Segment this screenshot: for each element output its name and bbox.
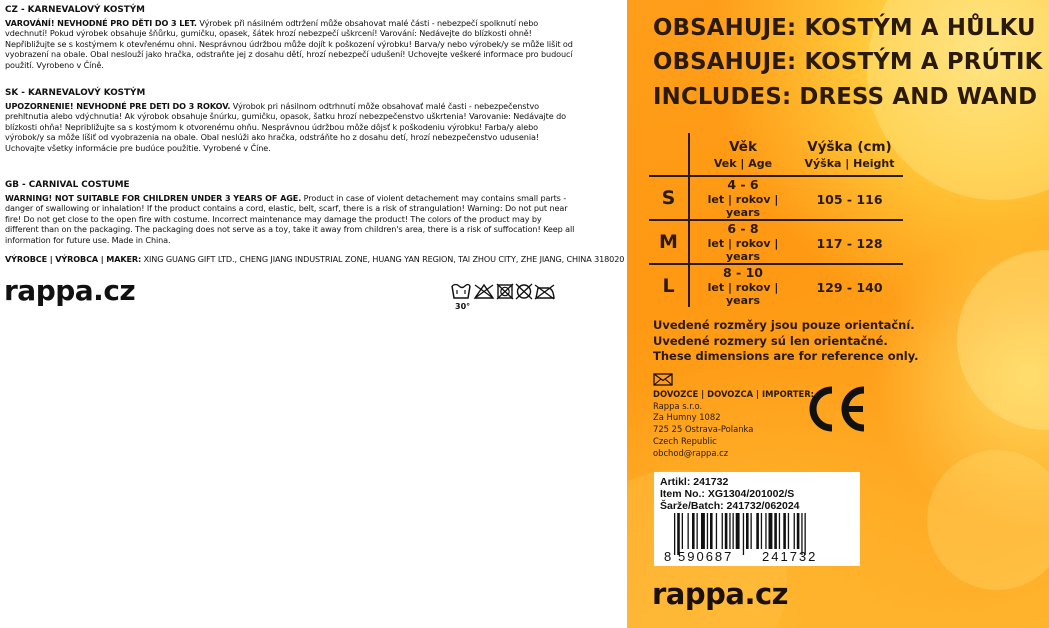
- age-subheader: Vek | Age: [713, 156, 773, 170]
- barcode-bar: [765, 513, 766, 549]
- barcode-bar: [788, 513, 789, 549]
- barcode-bar: [688, 513, 689, 549]
- importer-street: Za Humny 1082: [653, 412, 721, 423]
- barcode-bar: [769, 513, 773, 549]
- barcode-bar: [692, 513, 695, 549]
- age-value: 4 - 6: [727, 177, 759, 192]
- barcode-bar: [794, 513, 795, 549]
- table-row: [649, 264, 903, 307]
- barcode-bar: [701, 513, 705, 549]
- importer-country: Czech Republic: [653, 435, 717, 446]
- gb-body: [5, 193, 575, 245]
- batch-number: Šarže/Batch: 241732/062024: [660, 500, 800, 512]
- age-value: 8 - 10: [723, 265, 763, 280]
- importer-label: DOVOZCE | DOVOZCA | IMPORTER:: [653, 389, 815, 399]
- barcode-bar: [774, 513, 777, 549]
- barcode-bar: [736, 513, 740, 549]
- sk-section: [5, 87, 625, 153]
- importer-company: Rappa s.r.o.: [653, 400, 703, 411]
- cz-section: [5, 4, 625, 70]
- barcode-digit-first: 8: [664, 549, 672, 563]
- barcode-icon: [664, 513, 852, 563]
- right-orange-panel: [627, 0, 1049, 628]
- height-value: 117 - 128: [816, 235, 883, 251]
- wash-temp: 30°: [455, 302, 471, 311]
- headline-sk: OBSAHUJE: KOSTÝM A PRÚTIK: [653, 47, 1043, 75]
- barcode-bar: [710, 513, 713, 549]
- importer-city: 725 25 Ostrava-Polanka: [653, 424, 754, 435]
- rappa-logo-left: rappa.cz: [4, 274, 136, 307]
- barcode-bar: [779, 513, 780, 549]
- barcode-digits-right: 241732: [762, 549, 818, 563]
- gb-title: GB - CARNIVAL COSTUME: [5, 179, 130, 190]
- size-letter: M: [659, 231, 678, 253]
- care-symbols-icon: [450, 280, 570, 312]
- barcode-bar: [751, 513, 752, 549]
- envelope-icon: [653, 373, 673, 386]
- barcode-bar: [733, 513, 734, 549]
- maker-line: [5, 254, 624, 264]
- barcode-bar: [797, 513, 800, 549]
- dimension-notes: [653, 318, 919, 365]
- cz-text: Výrobek při násilném odtržení může obsahovat malé části - nebezpečí spolknutí nebo vdechnutí! Pokud výrobek obsahuje šňůrku, gumičku, opasek, šátek hrozí nebezpečí uškrcení! Varování: Nedávejte do blízkosti ohně! Nepřibližujte se s kostýmem k otevřenému ohni. Nesprávnou údržbou může dojít k poškození výrobku! Barva/y nebo výrobek/y se může lišit od vyobrazení na obale. Obal neslouží jako hračka, odstraňte jej z dosahu dětí, hrozí nebezpečí udušení! Uchovejte veškeré informace pro budoucí použití. Vyrobeno v Číně.: [5, 18, 573, 70]
- barcode-bar: [707, 513, 708, 549]
- note-cz: Uvedené rozměry jsou pouze orientační.: [653, 318, 915, 332]
- height-header: Výška (cm): [807, 138, 892, 155]
- note-sk: Uvedené rozmery sú len orientačné.: [653, 333, 888, 348]
- barcode-digits-left: 590687: [678, 549, 734, 563]
- importer-email: obchod@rappa.cz: [653, 447, 729, 458]
- barcode-bar: [674, 513, 675, 555]
- height-subheader: Výška | Height: [804, 156, 895, 170]
- artikl-number: Artikl: 241732: [660, 476, 729, 488]
- age-unit: let | rokov | years: [707, 281, 779, 307]
- size-table: [649, 133, 903, 307]
- age-value: 6 - 8: [727, 221, 759, 236]
- item-number: Item No.: XG1304/201002/S: [660, 488, 795, 500]
- sk-body: [5, 101, 575, 153]
- height-value: 129 - 140: [816, 279, 883, 295]
- maker-value: XING GUANG GIFT LTD., CHENG JIANG INDUSTRIAL ZONE, HUANG YAN REGION, TAI ZHOU CITY, ZHE JIANG, CHINA 318020: [141, 254, 625, 264]
- gb-text: Product in case of violent detachement may contains small parts - danger of swallowing or inhalation! If the product contains a cord, elastic, belt, scarf, there is a risk of strangulation! Warning: Do not put near fire! Do not get close to the open fire with costume. Incorrect maintenance may damage the product! The colors of the product may by different than on the packaging. The packaging does not serve as a toy, take it away from children's area, there is a risk of suffocation! Keep all information for future use. Made in China.: [5, 193, 575, 245]
- sk-text: Výrobok pri násilnom odtrhnutí môže obsahovať malé časti - nebezpečenstvo prehltnutia alebo vdýchnutia! Ak výrobok obsahuje šnúrku, gumičku, opasok, šatku hrozí nebezpečenstvo uškrtenia! Varovanie: Nedávajte do blízkosti ohňa! Nepribližujte sa s kostýmom k otvorenému ohňu. Nesprávnou údržbou môže dôjsť k poškodeniu výrobku! Farba/y alebo výrobok/y sa môže líšiť od vyobrazenia na obale. Obal neslúži ako hračka, odstráňte ho z dosahu detí, hrozí nebezpečenstvo udusenia! Uchovajte všetky informácie pre budúce použitie. Vyrobené v Číne.: [5, 101, 566, 153]
- gb-section: [5, 179, 625, 245]
- headline-en: INCLUDES: DRESS AND WAND: [653, 82, 1038, 110]
- maker-label: VÝROBCE | VÝROBCA | MAKER:: [5, 254, 142, 264]
- barcode-bar: [743, 513, 744, 555]
- barcode-bar: [682, 513, 683, 549]
- size-letter: S: [661, 187, 676, 209]
- ce-mark-icon: [805, 384, 869, 434]
- barcode-bar: [756, 513, 759, 549]
- importer-block: [653, 389, 814, 459]
- height-value: 105 - 116: [816, 191, 883, 207]
- barcode-bar: [746, 513, 749, 549]
- table-row: [649, 176, 903, 220]
- barcode-bar: [725, 513, 728, 549]
- cz-title: CZ - KARNEVALOVÝ KOSTÝM: [5, 4, 145, 15]
- barcode-bar: [697, 513, 698, 549]
- cz-warning: VAROVÁNÍ! NEVHODNÉ PRO DĚTI DO 3 LET.: [5, 18, 197, 28]
- barcode-bar: [716, 513, 717, 549]
- note-en: These dimensions are for reference only.: [653, 349, 919, 363]
- decor-bubble: [927, 450, 1049, 590]
- barcode-label: [654, 472, 860, 566]
- age-header: Věk: [729, 138, 757, 155]
- barcode-bar: [722, 513, 723, 549]
- barcode-bar: [761, 513, 762, 549]
- size-table-header: [649, 133, 903, 176]
- age-unit: let | rokov | years: [707, 193, 779, 219]
- sk-warning: UPOZORNENIE! NEVHODNÉ PRE DETI DO 3 ROKOV.: [5, 101, 231, 111]
- cz-body: [5, 18, 575, 70]
- barcode-bar: [729, 513, 730, 549]
- decor-bubble: [957, 250, 1049, 430]
- headline-cz: OBSAHUJE: KOSTÝM A HŮLKU: [653, 13, 1036, 41]
- size-letter: L: [662, 275, 675, 297]
- barcode-bar: [783, 513, 786, 549]
- size-header-empty: [649, 133, 689, 176]
- rappa-logo-right: rappa.cz: [652, 577, 789, 611]
- table-row: [649, 220, 903, 264]
- gb-warning: WARNING! NOT SUITABLE FOR CHILDREN UNDER 3 YEARS OF AGE.: [5, 193, 302, 203]
- sk-title: SK - KARNEVALOVÝ KOSTÝM: [5, 87, 146, 98]
- height-header-cell: [796, 133, 903, 176]
- age-header-cell: [689, 133, 796, 176]
- age-unit: let | rokov | years: [707, 237, 779, 263]
